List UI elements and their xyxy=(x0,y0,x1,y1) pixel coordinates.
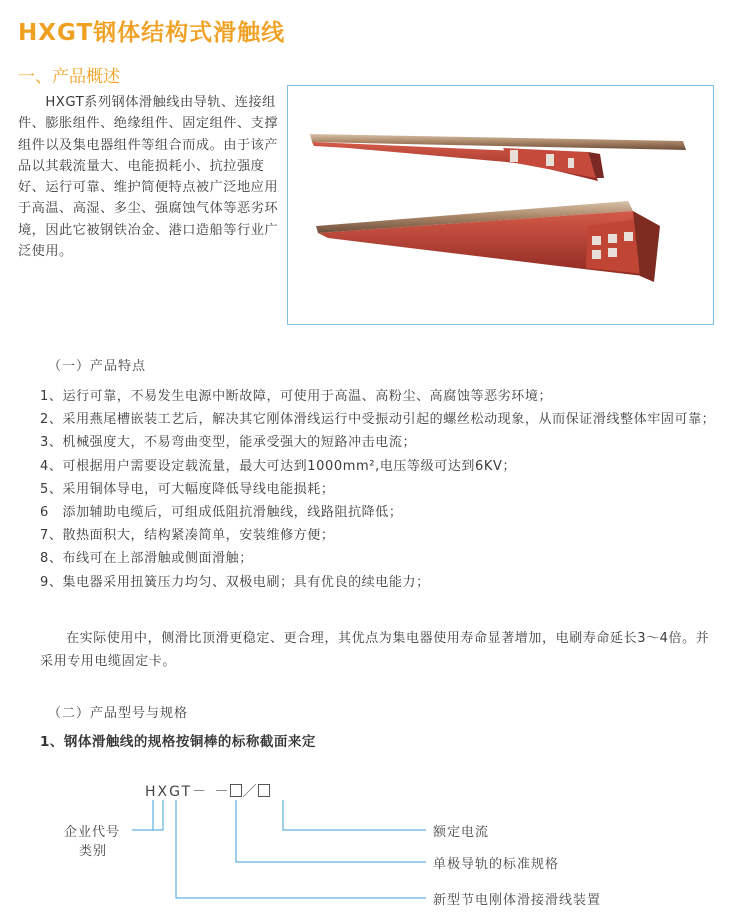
spec-heading: （二）产品型号与规格 xyxy=(48,706,189,721)
list-item: 1、运行可靠，不易发生电源中断故障，可使用于高温、高粉尘、高腐蚀等恶劣环境； xyxy=(40,389,553,404)
label-device: 新型节电刚体滑接滑线装置 xyxy=(433,893,602,908)
list-item: 8、布线可在上部滑触或侧面滑触； xyxy=(40,551,253,567)
page-title: HXGT钢体结构式滑触线 xyxy=(18,20,286,46)
label-company-code: 企业代号 xyxy=(64,825,121,840)
label-rail-spec: 单极导轨的标准规格 xyxy=(433,857,560,872)
label-rated-current: 额定电流 xyxy=(433,825,490,840)
list-item: 9、集电器采用扭簧压力均匀、双极电刷；具有优良的续电能力； xyxy=(40,574,430,590)
list-item: 2、采用燕尾槽嵌装工艺后，解决其它刚体滑线运行中受振动引起的螺丝松动现象，从而保证滑线整体牢固可靠； xyxy=(40,412,716,428)
list-item: 6 添加辅助电缆后，可组成低阻抗滑触线，线路阻抗降低； xyxy=(40,505,403,521)
list-item: 7、散热面积大，结构紧凑简单，安装维修方便； xyxy=(40,528,335,544)
usage-paragraph: 在实际使用中，侧滑比顶滑更稳定、更合理，其优点为集电器使用寿命显著增加，电刷寿命延长3～4倍。并采用专用电缆固定卡。 xyxy=(40,631,710,669)
model-slash: ／ xyxy=(242,784,259,800)
list-item: 5、采用铜体导电，可大幅度降低导线电能损耗； xyxy=(40,481,335,497)
list-item: 4、可根据用户需要设定载流量，最大可达到1000mm²,电压等级可达到6KV； xyxy=(40,458,517,474)
list-item: 3、机械强度大，不易弯曲变型，能承受强大的短路冲击电流； xyxy=(40,435,417,451)
spec-rule-line: 1、钢体滑触线的规格按铜棒的标称截面来定 xyxy=(40,734,316,750)
section-heading-overview: 一、产品概述 xyxy=(18,67,120,87)
label-category: 类别 xyxy=(79,844,108,859)
intro-paragraph: HXGT系列钢体滑触线由导轨、连接组件、膨胀组件、绝缘组件、固定组件、支撑组件以及集电器组件等组合而成。由于该产品以其载流量大、电能损耗小、抗拉强度好、运行可靠、维护简便特点被广泛地应用于高温、高湿、多尘、强腐蚀气体等恶劣环境，因此它被钢铁冶金、港口造船等行业广泛使用。 xyxy=(18,95,279,260)
features-heading: （一）产品特点 xyxy=(48,359,147,374)
model-prefix: HXGT－ － xyxy=(145,784,231,800)
